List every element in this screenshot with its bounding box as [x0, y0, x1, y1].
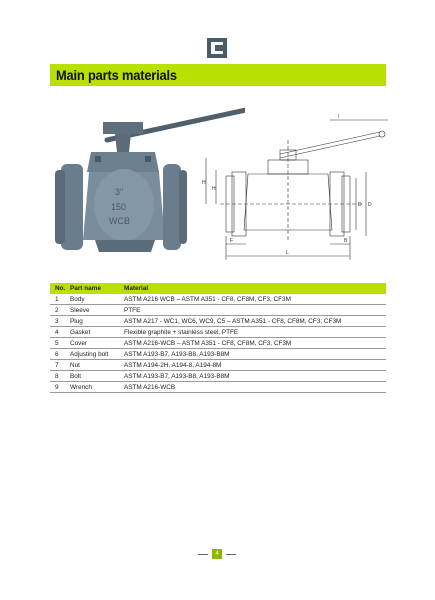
cell-material: ASTM A194-2H, A194-8, A194-8M: [124, 361, 222, 369]
cell-no: 9: [55, 383, 59, 391]
cell-no: 7: [55, 361, 59, 369]
casting-mark-material: WCB: [109, 216, 130, 226]
table-row: [50, 371, 386, 382]
table-row: [50, 327, 386, 338]
footer-rule-left: [198, 554, 208, 555]
section-header: [50, 64, 386, 86]
casting-mark-class: 150: [111, 202, 127, 212]
section-title: Main parts materials: [56, 67, 177, 83]
cell-material: ASTM A216-WCB – ASTM A351 - CF8, CF8M, CF3, CF3M: [124, 339, 292, 347]
dim-lever-length: l: [338, 114, 340, 120]
cell-part-name: Cover: [70, 339, 88, 347]
page-number-badge: 4: [212, 549, 222, 559]
cell-part-name: Nut: [70, 361, 80, 369]
cell-material: ASTM A216-WCB: [124, 383, 176, 391]
cell-material: Flexible graphite + stainless steel, PTFE: [124, 328, 239, 336]
dim-diameter-d1: D: [358, 202, 362, 208]
cell-part-name: Bolt: [70, 372, 82, 380]
cell-no: 8: [55, 372, 59, 380]
dim-flange-f: F: [230, 238, 234, 244]
column-header-part-name: Part name: [70, 285, 101, 292]
cell-part-name: Sleeve: [70, 306, 90, 314]
cell-no: 3: [55, 317, 59, 325]
table-row: [50, 349, 386, 360]
cell-part-name: Body: [70, 295, 85, 303]
cell-material: ASTM A193-B7, A193-B8, A193-B8M: [124, 350, 230, 358]
cell-no: 4: [55, 328, 59, 336]
table-header-row: [50, 283, 386, 294]
dim-length-l: L: [286, 250, 289, 256]
cell-part-name: Gasket: [70, 328, 91, 336]
dim-height-h1: H: [212, 186, 216, 192]
table-row: [50, 294, 386, 305]
cell-material: ASTM A216 WCB – ASTM A351 - CF8, CF8M, CF3, CF3M: [124, 295, 291, 303]
cell-material: ASTM A217 - WC1, WC6, WC9, C5 – ASTM A351 - CF8, CF8M, CF3, CF3M: [124, 317, 342, 325]
cell-no: 1: [55, 295, 59, 303]
dim-height-h: H: [202, 180, 206, 186]
table-row: [50, 360, 386, 371]
dim-thickness-b: B: [344, 238, 348, 244]
parts-materials-table: [50, 283, 386, 393]
company-logo-icon: [207, 38, 227, 58]
cell-no: 6: [55, 350, 59, 358]
column-header-no: No.: [55, 285, 66, 292]
cell-no: 5: [55, 339, 59, 347]
cell-no: 2: [55, 306, 59, 314]
table-row: [50, 305, 386, 316]
table-row: [50, 382, 386, 393]
table-row: [50, 338, 386, 349]
casting-mark-size: 3": [115, 187, 124, 197]
dimension-drawing: [192, 110, 390, 270]
page-footer: [0, 548, 435, 560]
table-row: [50, 316, 386, 327]
dim-diameter-d: D: [368, 202, 372, 208]
cell-part-name: Wrench: [70, 383, 92, 391]
footer-rule-right: [226, 554, 236, 555]
cell-material: ASTM A193-B7, A193-B8, A193-B8M: [124, 372, 230, 380]
column-header-material: Material: [124, 285, 149, 292]
cell-material: PTFE: [124, 306, 141, 314]
cell-part-name: Adjusting bolt: [70, 350, 109, 358]
cell-part-name: Plug: [70, 317, 83, 325]
